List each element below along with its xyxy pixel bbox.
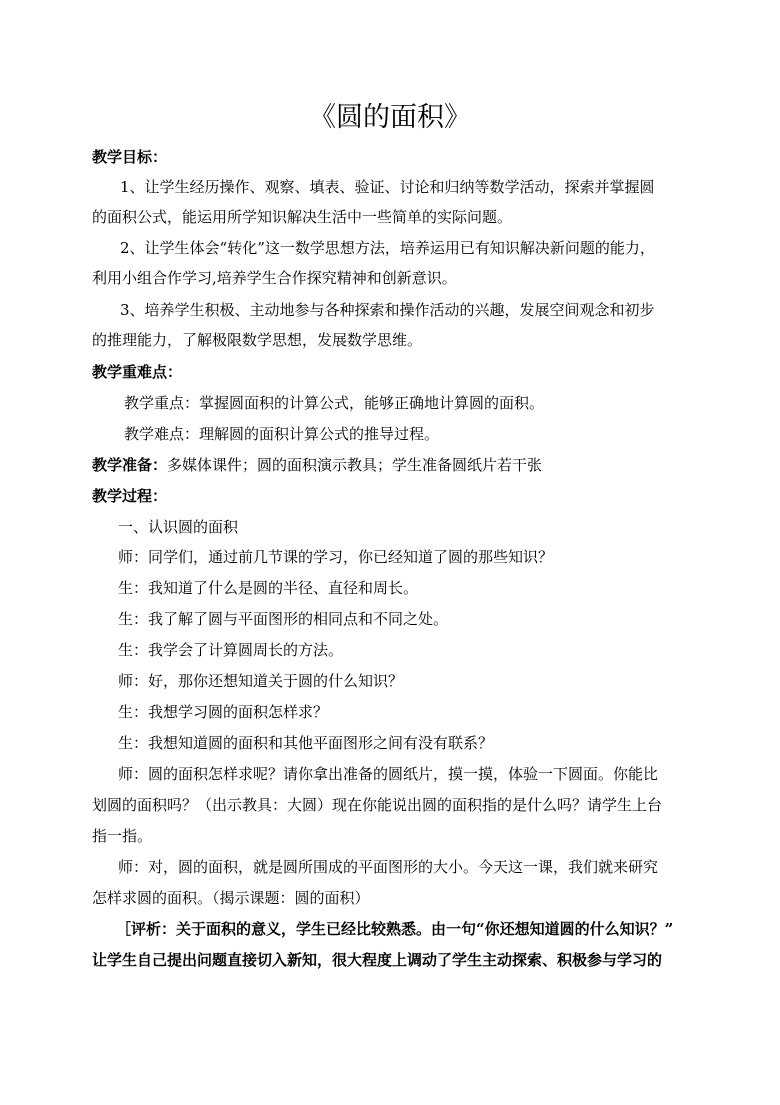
dialogue-line: 师：圆的面积怎样求呢？请你拿出准备的圆纸片，摸一摸，体验一下圆面。你能比 [118,765,659,783]
dialogue-line: 指一指。 [92,827,153,845]
dialogue-line: 生：我想学习圆的面积怎样求？ [118,703,329,721]
key-difficulty: 教学难点：理解圆的面积计算公式的推导过程。 [124,425,440,443]
dialogue-line: 生：我想知道圆的面积和其他平面图形之间有没有联系？ [118,734,494,752]
objective-line: 的面积公式，能运用所学知识解决生活中一些简单的实际问题。 [92,208,513,226]
preparation-text: 多媒体课件；圆的面积演示教具；学生准备圆纸片若干张 [167,456,543,474]
document-title: 《圆的面积》 [309,102,471,133]
objective-line: 利用小组合作学习,培养学生合作探究精神和创新意识。 [92,269,457,287]
key-focus: 教学重点：掌握圆面积的计算公式，能够正确地计算圆的面积。 [124,394,545,412]
dialogue-line: 师：对，圆的面积，就是圆所围成的平面图形的大小。今天这一课，我们就来研究 [118,858,659,876]
process-heading: 教学过程： [92,487,168,505]
objective-line: 1、让学生经历操作、观察、填表、验证、讨论和归纳等数学活动，探索并掌握圆 [120,178,655,196]
comment-line: 让学生自己提出问题直接切入新知，很大程度上调动了学生主动探索、积极参与学习的 [92,951,663,969]
objective-line: 2、让学生体会“转化”这一数学思想方法，培养运用已有知识解决新问题的能力， [120,239,655,257]
objective-line: 3、培养学生积极、主动地参与各种探索和操作活动的兴趣，发展空间观念和初步 [120,301,655,319]
comment-line: ［评析：关于面积的意义，学生已经比较熟悉。由一句“你还想知道圆的什么知识？” [116,920,674,938]
preparation-line [92,454,692,476]
dialogue-line: 生：我知道了什么是圆的半径、直径和周长。 [118,579,419,597]
dialogue-line: 划圆的面积吗？（出示教具：大圆）现在你能说出圆的面积指的是什么吗？请学生上台 [92,796,663,814]
dialogue-line: 师：同学们，通过前几节课的学习，你已经知道了圆的那些知识？ [118,548,554,566]
dialogue-line: 师：好，那你还想知道关于圆的什么知识？ [118,672,404,690]
key-points-heading: 教学重难点： [92,363,183,381]
objective-line: 的推理能力，了解极限数学思想，发展数学思维。 [92,331,423,349]
dialogue-line: 生：我学会了计算圆周长的方法。 [118,641,344,659]
preparation-heading: 教学准备： [92,456,168,474]
process-section-title: 一、认识圆的面积 [118,518,239,536]
dialogue-line: 怎样求圆的面积。（揭示课题：圆的面积） [92,889,370,907]
dialogue-line: 生：我了解了圆与平面图形的相同点和不同之处。 [118,610,449,628]
objectives-heading: 教学目标： [92,148,168,166]
